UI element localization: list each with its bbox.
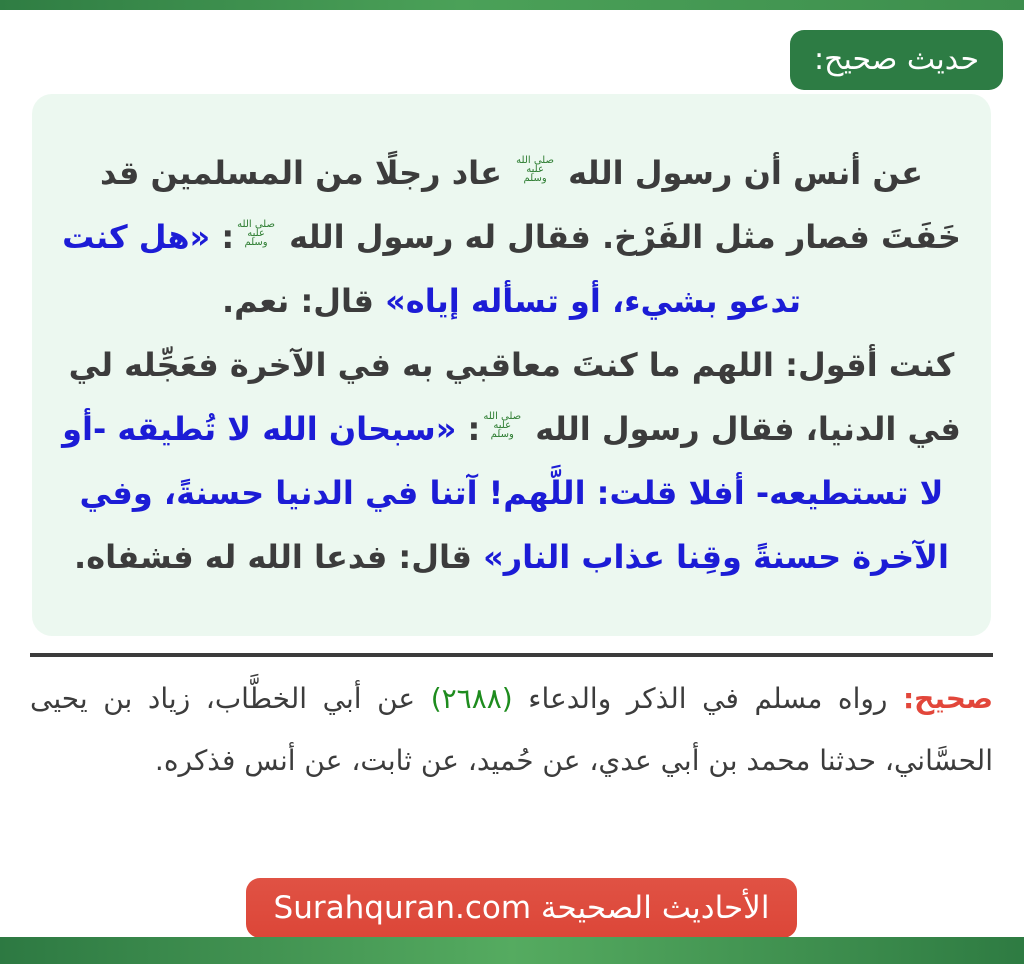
hadith-grade-badge: حديث صحيح: [790, 30, 1003, 90]
text-segment-red: صحيح: [902, 682, 993, 715]
text-segment-dark: قال: فدعا الله له فشفاه. [74, 538, 484, 576]
bottom-accent-bar [0, 937, 1024, 964]
top-accent-bar [0, 0, 1024, 10]
saw-symbol: صلى الله عليه وسلم [237, 218, 275, 248]
text-segment-dark: عن أبي الخطَّاب، زياد بن يحيى الحسَّاني، حدثنا محمد بن أبي عدي، عن حُميد، عن ثابت، عن أنس فذكره. [30, 682, 993, 777]
hadith-text [32, 141, 991, 589]
source-attribution-text [30, 668, 993, 792]
text-segment-dark: عن أنس أن رسول الله [556, 154, 924, 192]
text-segment-dark: : [456, 410, 481, 448]
hadith-box [32, 94, 991, 636]
text-segment-blue: «هل كنت تدعو بشيء، أو تسأله إياه» [62, 218, 802, 320]
text-segment-dark: قال: نعم. [221, 282, 386, 320]
divider-line [30, 653, 993, 657]
text-segment-dark: عاد رجلًا من المسلمين قد خَفَتَ فصار مثل الفَرْخ. فقال له رسول الله [99, 154, 961, 256]
text-segment-dark: كنت أقول: اللهم ما كنتَ معاقبي به في الآخرة فعَجِّله لي في الدنيا، فقال رسول الله [68, 346, 961, 448]
text-segment-dark: : [210, 218, 235, 256]
text-segment-green: (٢٦٨٨) [430, 682, 513, 715]
saw-symbol: صلى الله عليه وسلم [483, 410, 522, 440]
saw-symbol: صلى الله عليه وسلم [516, 154, 554, 184]
text-segment-blue: «سبحان الله لا تُطيقه -أو لا تستطيعه- أفلا قلت: اللَّهم! آتنا في الدنيا حسنةً، وفي الآخرة حسنةً وقِنا عذاب النار» [62, 410, 949, 576]
text-segment-dark: رواه مسلم في الذكر والدعاء [512, 682, 903, 715]
site-badge[interactable]: الأحاديث الصحيحة Surahquran.com [246, 878, 797, 938]
